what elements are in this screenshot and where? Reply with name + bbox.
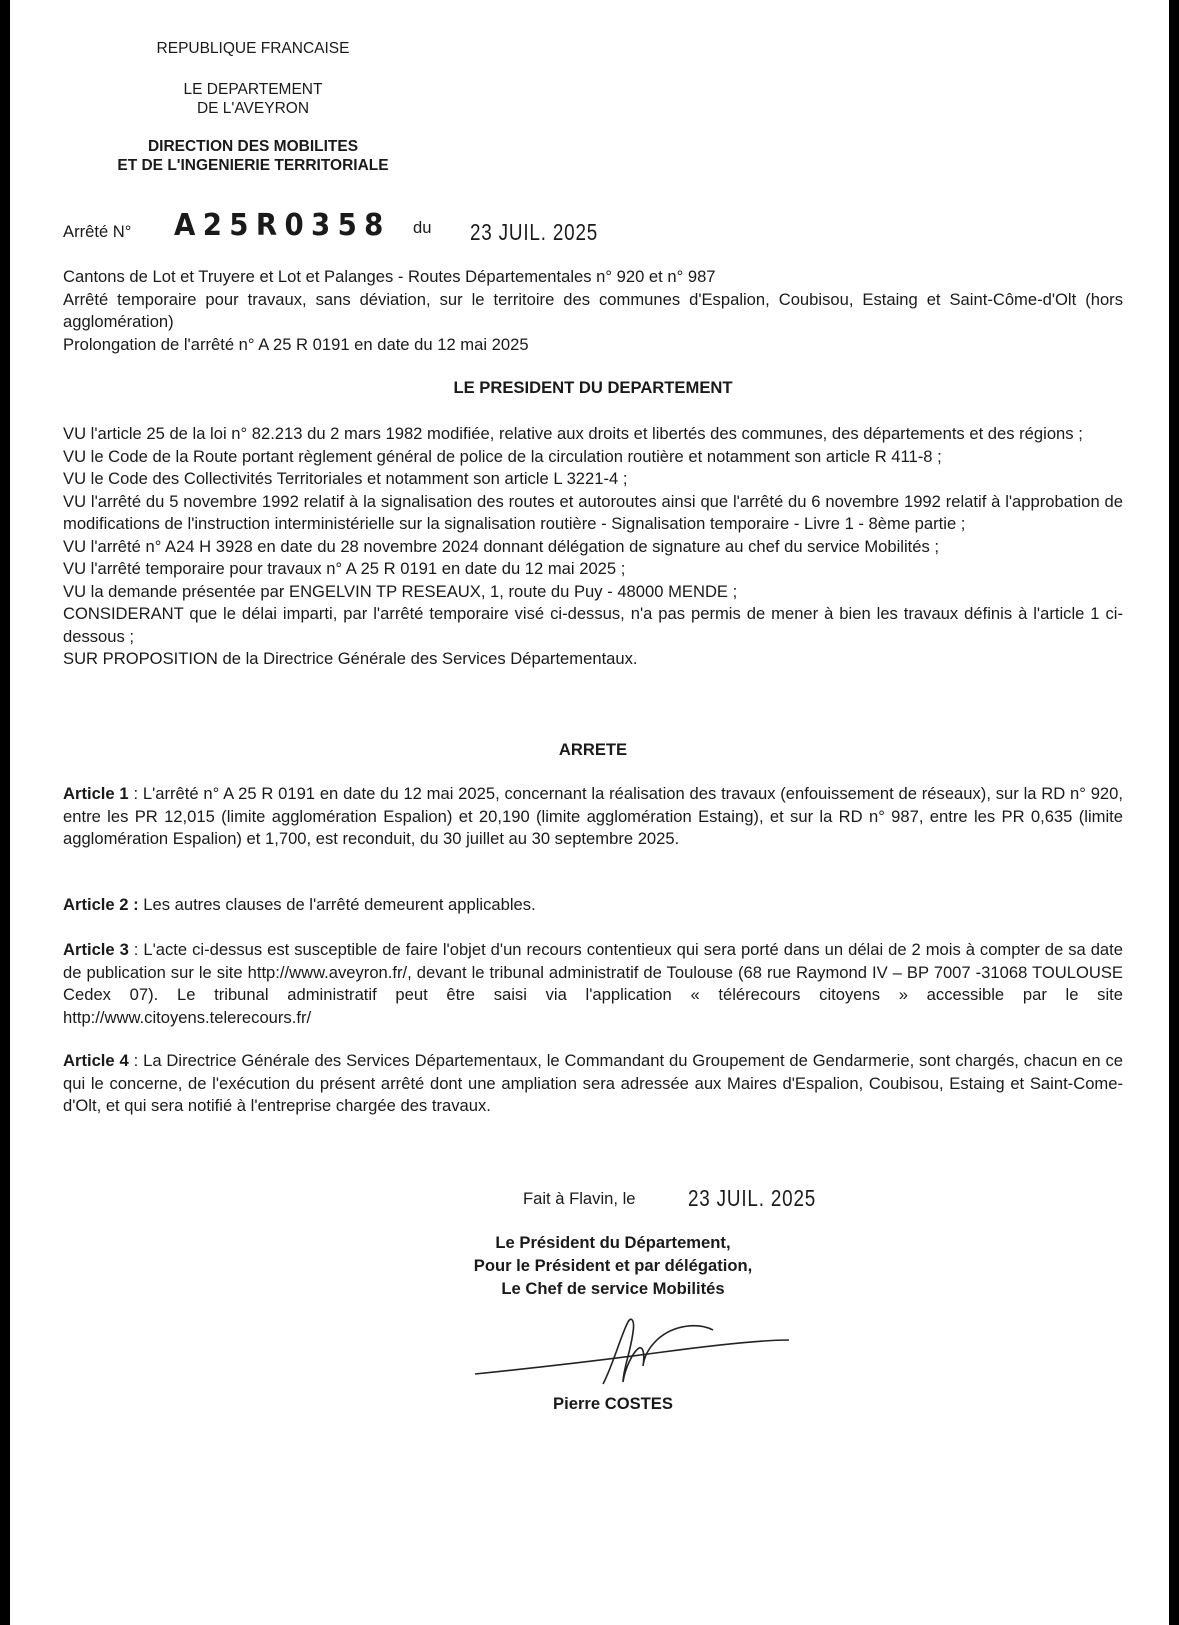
article-text: L'arrêté n° A 25 R 0191 en date du 12 mai 2025, concernant la réalisation des travaux (enfouissement de réseaux), sur la RD n° 920, entre les PR 12,015 (limite agglomération Espalion) et 20,190 (limite agglomération Estaing), et sur la RD n° 987, entre les PR 0,635 (limite agglomération Espalion) et 1,700, est reconduit, du 30 juillet au 30 septembre 2025.	[63, 784, 1123, 848]
subject-line: Arrêté temporaire pour travaux, sans déviation, sur le territoire des communes d'Espalion, Coubisou, Estaing et Saint-Côme-d'Olt (hors agglomération)	[63, 289, 1123, 331]
document-page	[10, 0, 1169, 1625]
signatory-line-1: Le Président du Département,	[495, 1233, 731, 1252]
vu-item: VU le Code de la Route portant règlement général de police de la circulation routière et notamment son article R 411-8 ;	[63, 446, 942, 466]
article-text: Les autres clauses de l'arrêté demeurent applicables.	[143, 895, 536, 914]
arrete-du: du	[413, 218, 432, 237]
arrete-heading: ARRETE	[558, 740, 628, 759]
article-2	[63, 894, 1123, 917]
signatory-name: Pierre COSTES	[553, 1394, 673, 1413]
vu-item: VU l'arrêté n° A24 H 3928 en date du 28 novembre 2024 donnant délégation de signature au chef du service Mobilités ;	[63, 536, 940, 556]
arrete-number-stamp: A25R0358	[174, 208, 391, 243]
article-text: La Directrice Générale des Services Départementaux, le Commandant du Groupement de Gendarmerie, sont chargés, chacun en ce qui le concerne, de l'exécution du présent arrêté dont une ampliation sera adressée aux Maires d'Espalion, Coubisou, Estaing et Saint-Come-d'Olt, et qui sera notifié à l'entreprise chargée des travaux.	[63, 1051, 1124, 1115]
vu-item: VU l'article 25 de la loi n° 82.213 du 2 mars 1982 modifiée, relative aux droits et libertés des communes, des départements et des régions ;	[63, 424, 1083, 443]
article-text: L'acte ci-dessus est susceptible de faire l'objet d'un recours contentieux qui sera porté dans un délai de 2 mois à compter de sa date de publication sur le site http://www.aveyron.fr/, devant le tribunal administratif de Toulouse (68 rue Raymond IV – BP 7007 -31068 TOULOUSE Cedex 07). Le tribunal administratif peut être saisi via l'application « télérecours citoyens » accessible par le site http://www.citoyens.telerecours.fr/	[63, 940, 1123, 1027]
vu-block	[63, 423, 1123, 671]
article-1	[63, 783, 1123, 851]
article-label: Article 3	[63, 940, 129, 959]
vu-item: VU l'arrêté temporaire pour travaux n° A 25 R 0191 en date du 12 mai 2025 ;	[63, 559, 626, 578]
article-label: Article 1	[63, 784, 129, 803]
vu-item: VU la demande présentée par ENGELVIN TP RESEAUX, 1, route du Puy - 48000 MENDE ;	[63, 581, 738, 601]
departement-line-1: LE DEPARTEMENT	[183, 81, 323, 98]
subject-block	[63, 266, 1123, 356]
article-separator: :	[128, 1051, 144, 1070]
article-label: Article 2 :	[63, 895, 139, 914]
direction-line-2: ET DE L'INGENIERIE TERRITORIALE	[117, 157, 389, 174]
article-separator: :	[128, 784, 143, 803]
vu-item: VU l'arrêté du 5 novembre 1992 relatif à la signalisation des routes et autoroutes ainsi que l'arrêté du 6 novembre 1992 relatif à l'approbation de modifications de l'instruction interministérielle sur la signalisation routière - Signalisation temporaire - Livre 1 - 8ème partie ;	[63, 491, 1123, 533]
president-heading: LE PRESIDENT DU DEPARTEMENT	[453, 378, 733, 397]
article-label: Article 4	[63, 1051, 129, 1070]
arrete-label: Arrêté N°	[63, 222, 132, 241]
vu-item: VU le Code des Collectivités Territoriales et notamment son article L 3221-4 ;	[63, 469, 628, 488]
direction-line-1: DIRECTION DES MOBILITES	[147, 138, 359, 155]
signatory-line-3: Le Chef de service Mobilités	[501, 1279, 725, 1298]
signature-date-stamp: 23 JUIL. 2025	[688, 1185, 817, 1211]
article-separator: :	[128, 940, 144, 959]
handwritten-signature	[473, 1310, 793, 1390]
subject-line: Cantons de Lot et Truyere et Lot et Palanges - Routes Départementales n° 920 et n° 987	[63, 267, 716, 286]
republique-header: REPUBLIQUE FRANCAISE	[156, 40, 350, 57]
departement-line-2: DE L'AVEYRON	[196, 100, 310, 117]
vu-item: SUR PROPOSITION de la Directrice Générale des Services Départementaux.	[63, 649, 638, 668]
article-4	[63, 1050, 1123, 1118]
article-3	[63, 939, 1123, 1029]
arrete-date-stamp: 23 JUIL. 2025	[470, 219, 599, 245]
vu-item: CONSIDERANT que le délai imparti, par l'arrêté temporaire visé ci-dessus, n'a pas permis de mener à bien les travaux définis à l'article 1 ci-dessous ;	[63, 604, 1123, 646]
signatory-line-2: Pour le Président et par délégation,	[473, 1256, 753, 1275]
fait-a-label: Fait à Flavin, le	[523, 1189, 636, 1208]
subject-line: Prolongation de l'arrêté n° A 25 R 0191 en date du 12 mai 2025	[63, 334, 529, 354]
